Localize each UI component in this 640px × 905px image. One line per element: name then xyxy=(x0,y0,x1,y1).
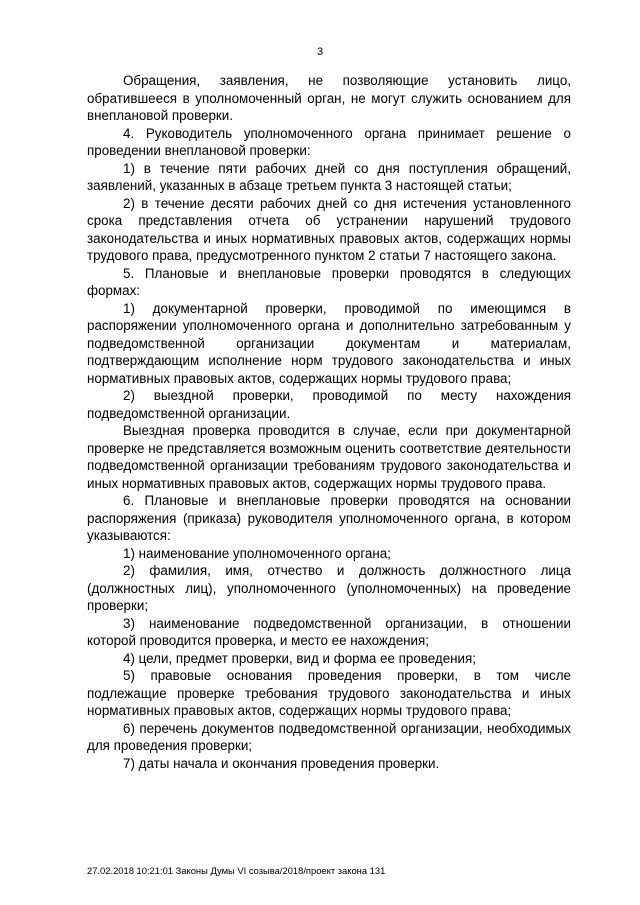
footer-stamp: 27.02.2018 10:21:01 Законы Думы VI созыва/2018/проект закона 131 xyxy=(87,865,386,876)
paragraph: 6. Плановые и внеплановые проверки проводятся на основании распоряжения (приказа) руководителя уполномоченного органа, в котором указываются: xyxy=(87,493,571,543)
paragraph: 1) в течение пяти рабочих дней со дня поступления обращений, заявлений, указанных в абзаце третьем пункта 3 настоящей статьи; xyxy=(87,160,571,193)
paragraph: 2) в течение десяти рабочих дней со дня истечения установленного срока представления отчета об устранении нарушений трудового законодательства и иных нормативных правовых актов, содержащих нормы трудового права, предусмотренного пунктом 2 статьи 7 настоящего закона. xyxy=(87,195,571,263)
paragraph: Выездная проверка проводится в случае, если при документарной проверке не представляется возможным оценить соответствие деятельности подведомственной организации требованиям трудового законодательства и иных нормативных правовых актов, содержащих нормы трудового права. xyxy=(87,423,571,491)
paragraph: 5. Плановые и внеплановые проверки проводятся в следующих формах: xyxy=(87,265,571,298)
paragraph: 7) даты начала и окончания проведения проверки. xyxy=(123,755,440,771)
paragraph: 6) перечень документов подведомственной организации, необходимых для проведения проверки; xyxy=(87,720,571,753)
paragraph: 3) наименование подведомственной организации, в отношении которой проводится проверка, и место ее нахождения; xyxy=(87,615,571,648)
document-body xyxy=(87,72,571,772)
paragraph: 5) правовые основания проведения проверки, в том числе подлежащие проверке требования трудового законодательства и иных нормативных правовых актов, содержащих нормы трудового права; xyxy=(87,668,571,718)
paragraph: Обращения, заявления, не позволяющие установить лицо, обратившееся в уполномоченный орган, не могут служить основанием для внеплановой проверки. xyxy=(87,73,571,123)
paragraph: 1) документарной проверки, проводимой по имеющимся в распоряжении уполномоченного органа и дополнительно затребованным у подведомственной организации документам и материалам, подтверждающим исполнение норм трудового законодательства и иных нормативных правовых актов, содержащих нормы трудового права; xyxy=(87,300,571,386)
paragraph: 4) цели, предмет проверки, вид и форма ее проведения; xyxy=(123,650,476,666)
paragraph: 1) наименование уполномоченного органа; xyxy=(123,545,391,561)
paragraph: 2) фамилия, имя, отчество и должность должностного лица (должностных лиц), уполномоченного (уполномоченных) на проведение проверки; xyxy=(87,563,571,613)
paragraph: 2) выездной проверки, проводимой по месту нахождения подведомственной организации. xyxy=(87,388,571,421)
page-number: 3 xyxy=(316,46,324,58)
paragraph: 4. Руководитель уполномоченного органа принимает решение о проведении внеплановой проверки: xyxy=(87,125,571,158)
